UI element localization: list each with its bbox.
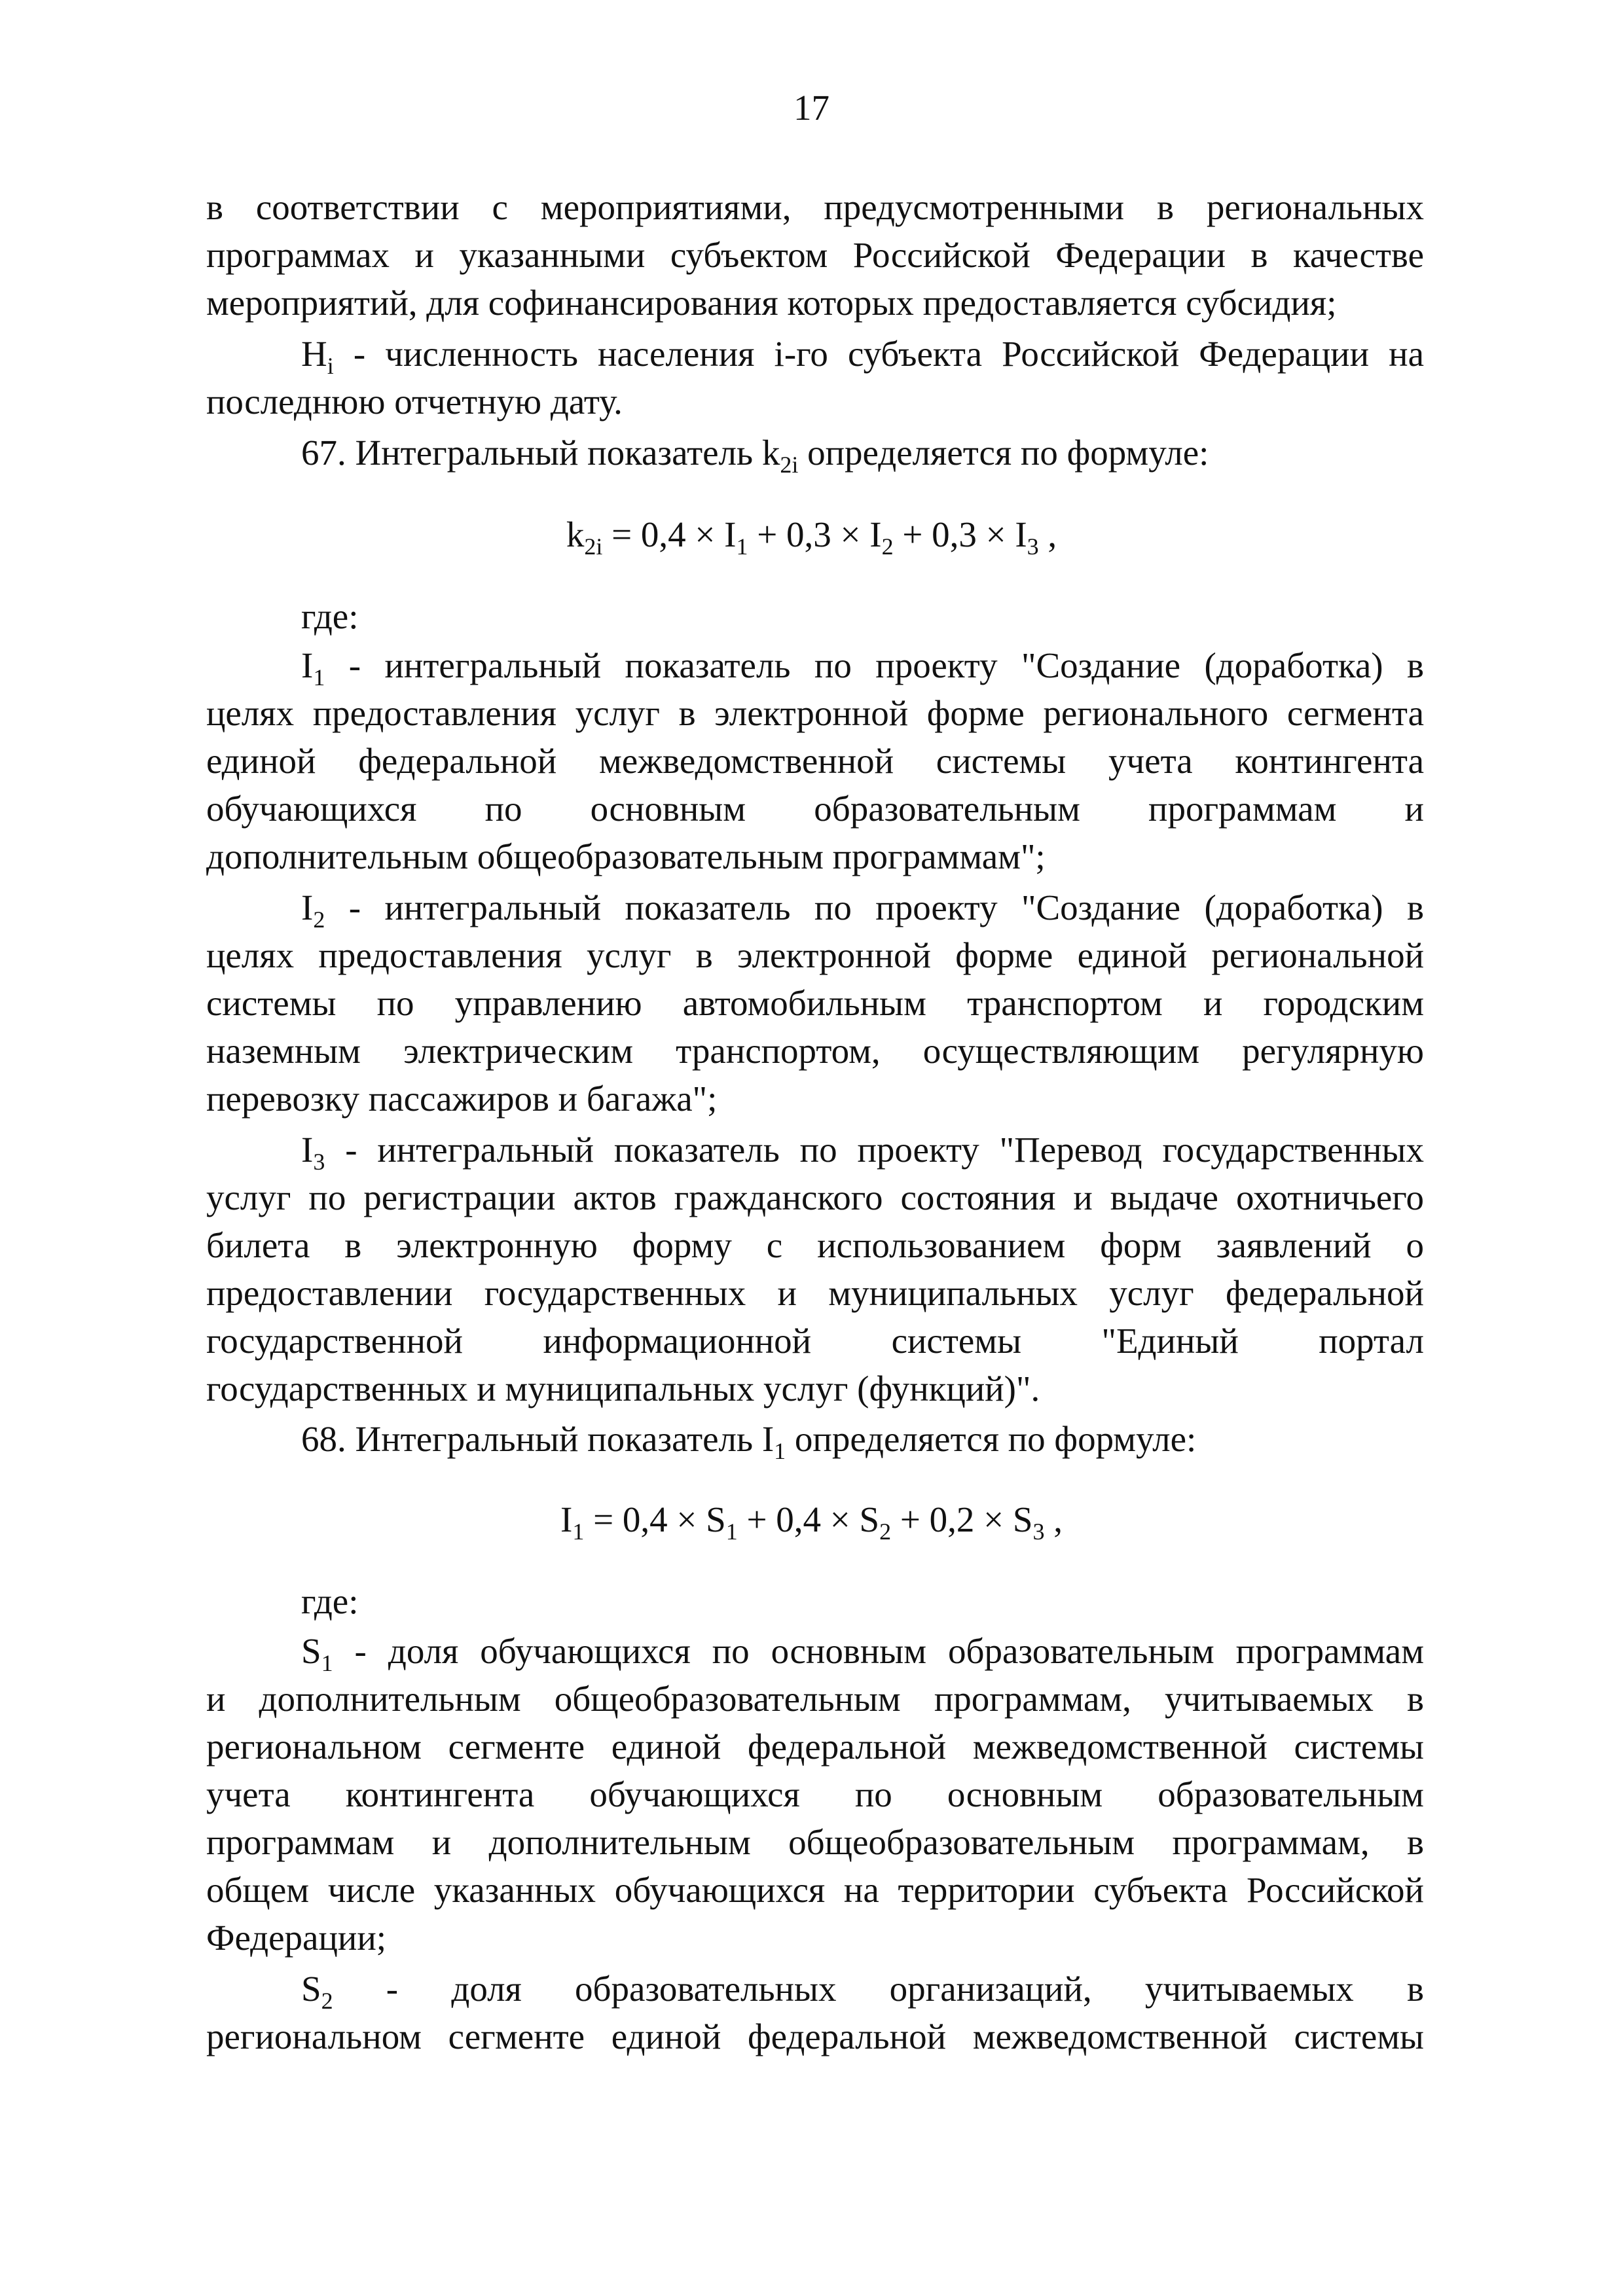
text-line: государственной информационной системы "Единый портал — [206, 1321, 1424, 1361]
text-line: дополнительным общеобразовательным программам"; — [206, 836, 1046, 876]
formula-term: = 0,4 × I — [602, 514, 737, 554]
text-line: региональном сегменте единой федеральной межведомственной системы — [206, 1727, 1424, 1767]
text-line: в соответствии с мероприятиями, предусмотренными в региональных — [206, 187, 1424, 227]
definition-i2 — [206, 884, 1424, 931]
subscript: 1 — [725, 1518, 738, 1545]
definition-i3 — [206, 1126, 1424, 1174]
definition-s1 — [206, 1627, 1424, 1675]
text-line: предоставлении государственных и муниципальных услуг федеральной — [206, 1273, 1424, 1313]
definition-text: - доля образовательных организаций, учитываемых в — [333, 1969, 1424, 2009]
where-label: где: — [301, 596, 359, 636]
formula-term: I — [560, 1499, 573, 1539]
subscript: 1 — [736, 533, 748, 560]
definition-text: - интегральный показатель по проекту "Создание (доработка) в — [325, 645, 1424, 685]
formula-term: + 0,4 × S — [737, 1499, 880, 1539]
subscript: 2 — [313, 906, 325, 933]
text-line: обучающихся по основным образовательным программам и — [206, 789, 1424, 829]
definition-s2 — [206, 1965, 1424, 2013]
text-line: билета в электронную форму с использованием форм заявлений о — [206, 1225, 1424, 1265]
paragraph-67 — [206, 429, 1424, 476]
subscript: 1 — [313, 664, 325, 691]
text-line: мероприятий, для софинансирования которых предоставляется субсидия; — [206, 283, 1337, 323]
text-line: учета контингента обучающихся по основным образовательным — [206, 1774, 1424, 1814]
text-line: целях предоставления услуг в электронной форме единой региональной — [206, 935, 1424, 975]
subscript: 3 — [1027, 533, 1039, 560]
text-line: единой федеральной межведомственной системы учета контингента — [206, 741, 1424, 781]
text-line: программах и указанными субъектом Российской Федерации в качестве — [206, 235, 1424, 275]
formula-term: + 0,2 × S — [891, 1499, 1033, 1539]
definition-text: - численность населения i-го субъекта Российской Федерации на — [333, 334, 1424, 374]
formula-i1 — [0, 1496, 1623, 1543]
formula-term: = 0,4 × S — [584, 1499, 726, 1539]
symbol: S — [301, 1631, 321, 1671]
text-line: программам и дополнительным общеобразовательным программам, в — [206, 1822, 1424, 1862]
paragraph-68 — [206, 1415, 1424, 1463]
definition-hi — [206, 330, 1424, 378]
subscript: i — [327, 353, 334, 379]
subscript: 2 — [881, 533, 894, 560]
subscript: 3 — [313, 1149, 325, 1175]
text-line: услуг по регистрации актов гражданского состояния и выдаче охотничьего — [206, 1177, 1424, 1217]
formula-term: , — [1044, 1499, 1063, 1539]
subscript: 3 — [1032, 1518, 1045, 1545]
symbol: H — [301, 334, 327, 374]
subscript: 2 — [879, 1518, 892, 1545]
subscript: 2i — [584, 533, 603, 560]
text-line: Федерации; — [206, 1918, 387, 1958]
formula-k2i — [0, 511, 1623, 558]
subscript: 1 — [572, 1518, 585, 1545]
formula-term: , — [1038, 514, 1057, 554]
text-line: государственных и муниципальных услуг (функций)". — [206, 1369, 1040, 1408]
page-number: 17 — [793, 88, 830, 128]
subscript: 2i — [780, 452, 799, 478]
symbol: I — [301, 1130, 314, 1170]
formula-term: + 0,3 × I — [748, 514, 882, 554]
text-line: наземным электрическим транспортом, осуществляющим регулярную — [206, 1031, 1424, 1071]
symbol: S — [301, 1969, 321, 2009]
text-line: системы по управлению автомобильным транспортом и городским — [206, 983, 1424, 1023]
paragraph-text: определяется по формуле: — [798, 433, 1209, 473]
definition-i1 — [206, 641, 1424, 689]
symbol: I — [301, 888, 314, 927]
symbol: I — [301, 645, 314, 685]
text-line: региональном сегменте единой федеральной межведомственной системы — [206, 2017, 1424, 2056]
definition-text: - интегральный показатель по проекту "Создание (доработка) в — [325, 888, 1424, 927]
subscript: 1 — [321, 1650, 333, 1676]
definition-text: - доля обучающихся по основным образовательным программам — [333, 1631, 1424, 1671]
text-line: целях предоставления услуг в электронной форме регионального сегмента — [206, 693, 1424, 733]
subscript: 2 — [321, 1988, 333, 2014]
text-line: перевозку пассажиров и багажа"; — [206, 1079, 718, 1119]
paragraph-text: 67. Интегральный показатель k — [301, 433, 780, 473]
text-line: и дополнительным общеобразовательным программам, учитываемых в — [206, 1679, 1424, 1719]
where-label: где: — [301, 1581, 359, 1621]
text-line: последнюю отчетную дату. — [206, 382, 623, 422]
definition-text: - интегральный показатель по проекту "Перевод государственных — [325, 1130, 1424, 1170]
paragraph-text: определяется по формуле: — [786, 1419, 1197, 1459]
formula-term: k — [566, 514, 585, 554]
paragraph-text: 68. Интегральный показатель I — [301, 1419, 775, 1459]
formula-term: + 0,3 × I — [893, 514, 1027, 554]
subscript: 1 — [774, 1438, 786, 1464]
text-line: общем числе указанных обучающихся на территории субъекта Российской — [206, 1870, 1424, 1910]
